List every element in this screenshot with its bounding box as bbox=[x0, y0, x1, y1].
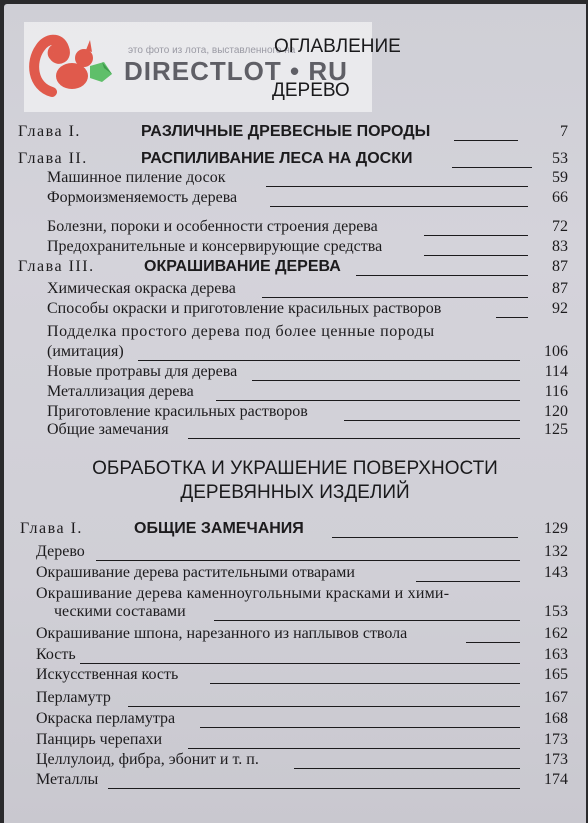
entry-title: Предохранительные и консервирующие средства bbox=[47, 238, 383, 255]
entry-title: Формоизменяемость дерева bbox=[47, 189, 238, 206]
dot-leader bbox=[332, 537, 518, 538]
entry-title: Панцирь черепахи bbox=[36, 731, 163, 748]
entry-title: Окрашивание дерева растительными отварами bbox=[36, 564, 355, 581]
dot-leader bbox=[214, 620, 520, 621]
dot-leader bbox=[188, 438, 520, 439]
toc-row bbox=[4, 322, 586, 344]
dot-leader bbox=[416, 581, 520, 582]
squirrel-logo-icon bbox=[24, 22, 114, 103]
page-number: 173 bbox=[544, 751, 568, 768]
page-number: 106 bbox=[544, 343, 568, 360]
chapter-title: ОКРАШИВАНИЕ ДЕРЕВА bbox=[144, 258, 341, 275]
section-heading-line1: ОБРАБОТКА И УКРАШЕНИЕ ПОВЕРХНОСТИ bbox=[92, 458, 498, 479]
entry-title-continued: (имитация) bbox=[47, 343, 124, 360]
dot-leader bbox=[270, 206, 528, 207]
page-number: 153 bbox=[544, 603, 568, 620]
entry-title: Металлы bbox=[36, 771, 99, 788]
toc-row bbox=[4, 299, 586, 321]
dot-leader bbox=[210, 683, 520, 684]
dot-leader bbox=[80, 663, 520, 664]
toc-row bbox=[4, 688, 586, 710]
dot-leader bbox=[496, 317, 528, 318]
page-number: 165 bbox=[544, 666, 568, 683]
entry-title-continued: ческими составами bbox=[54, 603, 186, 620]
page-number: 167 bbox=[544, 689, 568, 706]
dot-leader bbox=[138, 360, 520, 361]
chapter-label: Глава II. bbox=[18, 150, 88, 167]
dot-leader bbox=[356, 275, 528, 276]
dot-leader bbox=[108, 788, 520, 789]
toc-row bbox=[4, 217, 586, 239]
toc-row bbox=[4, 665, 586, 687]
entry-title: Искусственная кость bbox=[36, 666, 179, 683]
chapter-title: РАСПИЛИВАНИЕ ЛЕСА НА ДОСКИ bbox=[141, 150, 413, 167]
part-title: ДЕРЕВО bbox=[272, 80, 350, 101]
entry-title: Приготовление красильных растворов bbox=[47, 403, 308, 420]
dot-leader bbox=[294, 768, 520, 769]
dot-leader bbox=[96, 560, 520, 561]
entry-title: Машинное пиление досок bbox=[47, 169, 226, 186]
page-number: 92 bbox=[552, 300, 568, 317]
toc-row bbox=[4, 730, 586, 752]
dot-leader bbox=[466, 642, 520, 643]
toc-row bbox=[4, 342, 586, 364]
toc-row bbox=[4, 645, 586, 667]
entry-title: Перламутр bbox=[36, 689, 111, 706]
toc-row bbox=[4, 602, 586, 624]
dot-leader bbox=[252, 380, 520, 381]
entry-title: Кость bbox=[36, 646, 76, 663]
page-number: 87 bbox=[552, 280, 568, 297]
dot-leader bbox=[424, 235, 528, 236]
toc-row bbox=[4, 188, 586, 210]
chapter-title: РАЗЛИЧНЫЕ ДРЕВЕСНЫЕ ПОРОДЫ bbox=[141, 123, 431, 140]
section-heading-line2: ДЕРЕВЯННЫХ ИЗДЕЛИЙ bbox=[180, 482, 410, 503]
watermark-caption: это фото из лота, выставленного на bbox=[128, 45, 296, 56]
entry-title: Окрашивание шпона, нарезанного из наплывов ствола bbox=[36, 625, 408, 642]
book-page bbox=[4, 4, 586, 823]
entry-title: Химическая окраска дерева bbox=[47, 280, 236, 297]
dot-leader bbox=[188, 748, 520, 749]
entry-title: Подделка простого дерева под более ценные породы bbox=[47, 323, 435, 340]
toc-row bbox=[4, 168, 586, 190]
dot-leader bbox=[266, 186, 528, 187]
dot-leader bbox=[454, 140, 518, 141]
entry-title: Болезни, пороки и особенности строения дерева bbox=[47, 218, 378, 235]
page-number: 83 bbox=[552, 238, 568, 255]
toc-row bbox=[4, 770, 586, 792]
toc-row bbox=[4, 519, 586, 541]
chapter-title: ОБЩИЕ ЗАМЕЧАНИЯ bbox=[134, 520, 304, 537]
page-number: 53 bbox=[552, 150, 568, 167]
entry-title: Металлизация дерева bbox=[47, 383, 194, 400]
page-number: 162 bbox=[544, 625, 568, 642]
page-number: 168 bbox=[544, 710, 568, 727]
page-number: 116 bbox=[544, 383, 568, 400]
toc-row bbox=[4, 279, 586, 301]
chapter-label: Глава III. bbox=[18, 258, 95, 275]
toc-row bbox=[4, 624, 586, 646]
entry-title: Способы окраски и приготовление красильных растворов bbox=[47, 300, 442, 317]
toc-row bbox=[4, 362, 586, 384]
chapter-label: Глава I. bbox=[20, 520, 83, 537]
page-number: 163 bbox=[544, 646, 568, 663]
page-number: 7 bbox=[560, 123, 568, 140]
toc-row bbox=[4, 750, 586, 772]
entry-title: Целлулоид, фибра, эбонит и т. п. bbox=[36, 751, 259, 768]
page-number: 132 bbox=[544, 543, 568, 560]
dot-leader bbox=[262, 297, 528, 298]
toc-row bbox=[4, 420, 586, 442]
page-number: 87 bbox=[552, 258, 568, 275]
toc-row bbox=[4, 257, 586, 279]
entry-title: Общие замечания bbox=[47, 421, 169, 438]
toc-row bbox=[4, 382, 586, 404]
page-number: 66 bbox=[552, 189, 568, 206]
page-number: 114 bbox=[544, 363, 568, 380]
page-number: 59 bbox=[552, 169, 568, 186]
entry-title: Дерево bbox=[36, 543, 85, 560]
toc-row bbox=[4, 122, 586, 144]
page-number: 143 bbox=[544, 564, 568, 581]
page-number: 72 bbox=[552, 218, 568, 235]
dot-leader bbox=[424, 255, 528, 256]
page-number: 129 bbox=[544, 520, 568, 537]
toc-row bbox=[4, 709, 586, 731]
toc-row bbox=[4, 237, 586, 259]
dot-leader bbox=[128, 706, 520, 707]
page-number: 125 bbox=[544, 421, 568, 438]
entry-title: Новые протравы для дерева bbox=[47, 363, 238, 380]
toc-row bbox=[4, 563, 586, 585]
page-number: 174 bbox=[544, 771, 568, 788]
dot-leader bbox=[200, 727, 520, 728]
entry-title: Окраска перламутра bbox=[36, 710, 176, 727]
page-number: 120 bbox=[544, 403, 568, 420]
page-title: ОГЛАВЛЕНИЕ bbox=[274, 36, 401, 57]
entry-title: Окрашивание дерева каменноугольными красками и хими- bbox=[36, 585, 450, 602]
watermark-site: DIRECTLOT • RU bbox=[124, 56, 348, 86]
page-number: 173 bbox=[544, 731, 568, 748]
chapter-label: Глава I. bbox=[18, 123, 81, 140]
dot-leader bbox=[216, 400, 520, 401]
toc-row bbox=[4, 542, 586, 564]
